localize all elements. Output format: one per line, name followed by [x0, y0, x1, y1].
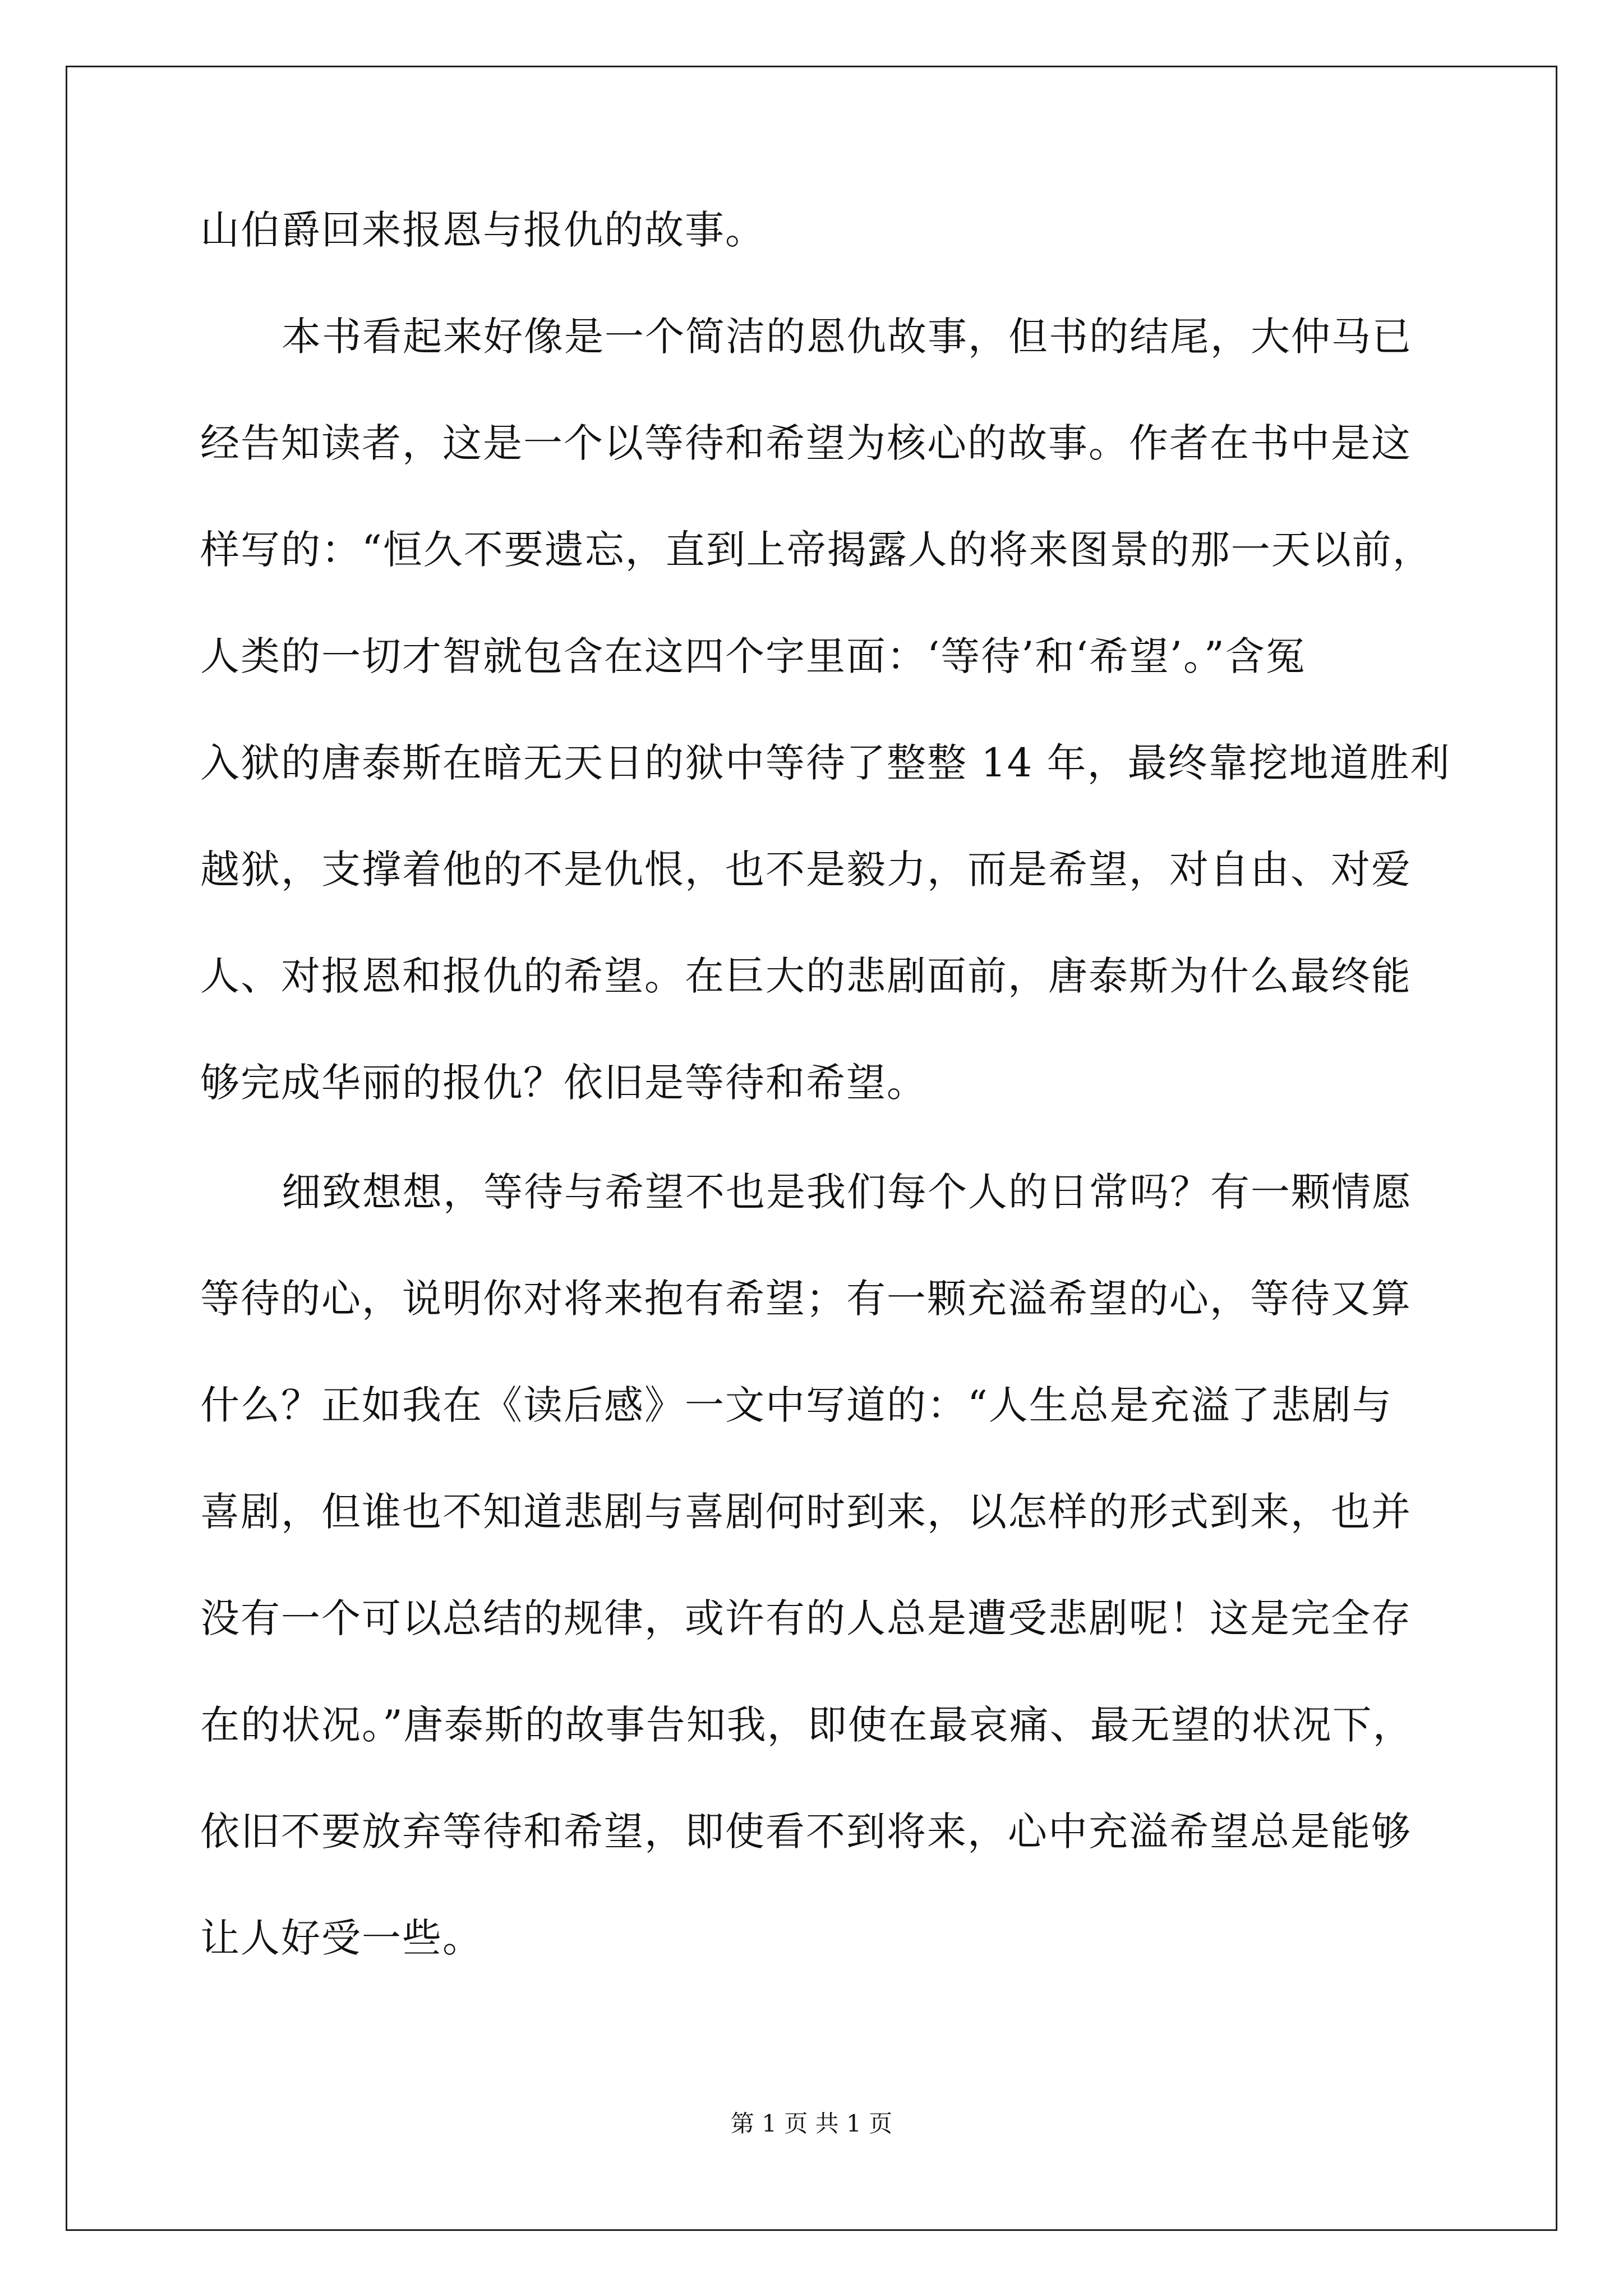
- paragraph-line: 样写的：“恒久不要遗忘，直到上帝揭露人的将来图景的那一天以前，: [200, 527, 1433, 573]
- paragraph-line: 在的状况。”唐泰斯的故事告知我，即使在最哀痛、最无望的状况下，: [200, 1702, 1413, 1748]
- paragraph-line: 细致想想，等待与希望不也是我们每个人的日常吗？有一颗情愿: [282, 1169, 1412, 1215]
- paragraph-line: 入狱的唐泰斯在暗无天日的狱中等待了整整 14 年，最终靠挖地道胜利: [200, 740, 1451, 786]
- paragraph-line: 让人好受一些。: [200, 1915, 483, 1961]
- page-border: [66, 66, 1557, 2231]
- paragraph-line: 等待的心，说明你对将来抱有希望；有一颗充溢希望的心，等待又算: [200, 1276, 1412, 1322]
- page-number-footer: 第 1 页 共 1 页: [730, 2110, 893, 2137]
- paragraph-line: 山伯爵回来报恩与报仇的故事。: [200, 207, 766, 253]
- paragraph-line: 人类的一切才智就包含在这四个字里面：‘等待’和‘希望’。”含冤: [200, 633, 1306, 679]
- paragraph-line: 什么？正如我在《读后感》一文中写道的：“人生总是充溢了悲剧与: [200, 1382, 1393, 1428]
- paragraph-line: 人、对报恩和报仇的希望。在巨大的悲剧面前，唐泰斯为什么最终能: [200, 953, 1412, 999]
- paragraph-line: 喜剧，但谁也不知道悲剧与喜剧何时到来，以怎样的形式到来，也并: [200, 1489, 1412, 1535]
- paragraph-line: 够完成华丽的报仇？依旧是等待和希望。: [200, 1060, 927, 1106]
- paragraph-line: 依旧不要放弃等待和希望，即使看不到将来，心中充溢希望总是能够: [200, 1809, 1412, 1855]
- paragraph-line: 经告知读者，这是一个以等待和希望为核心的故事。作者在书中是这: [200, 420, 1412, 466]
- paragraph-line: 本书看起来好像是一个简洁的恩仇故事，但书的结尾，大仲马已: [282, 314, 1412, 360]
- paragraph-line: 没有一个可以总结的规律，或许有的人总是遭受悲剧呢！这是完全存: [200, 1595, 1412, 1641]
- paragraph-line: 越狱，支撑着他的不是仇恨，也不是毅力，而是希望，对自由、对爱: [200, 846, 1412, 892]
